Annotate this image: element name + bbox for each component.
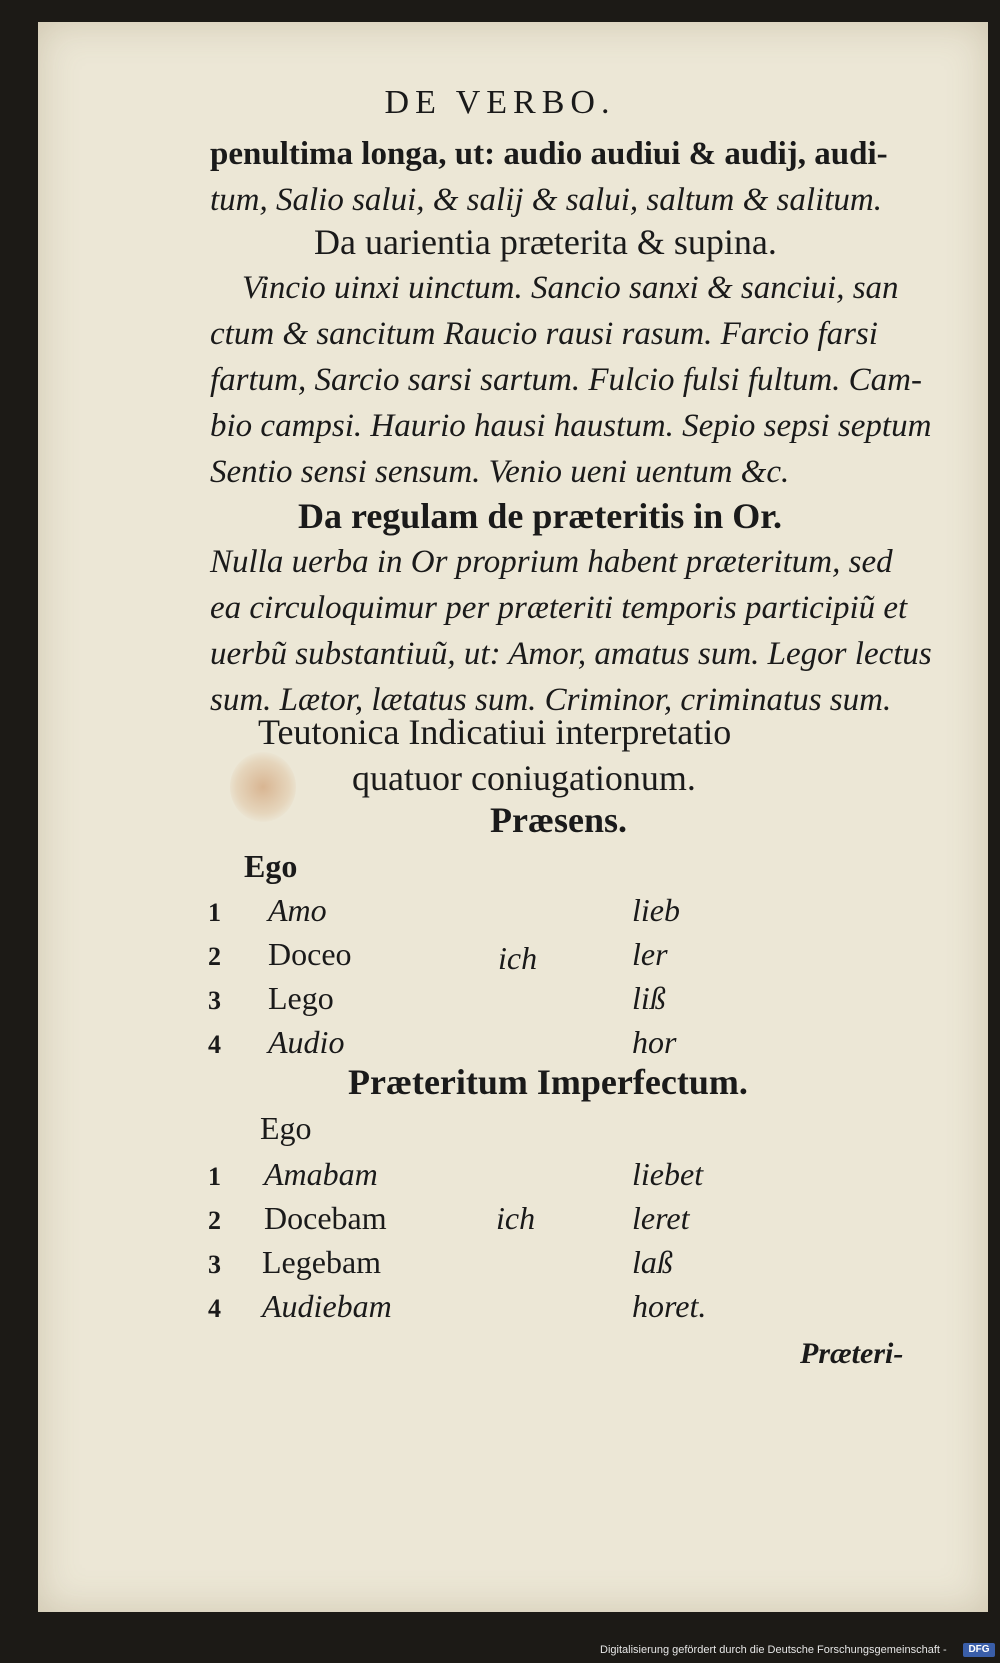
section-heading: Da regulam de præteritis in Or. (298, 496, 782, 536)
dfg-logo: DFG (963, 1643, 995, 1657)
text-line: fartum, Sarcio sarsi sartum. Fulcio fulsi fultum. Cam- (210, 362, 922, 398)
ego-label: Ego (244, 848, 298, 884)
text-line: penultima longa, ut: audio audiui & audij, audi- (210, 136, 888, 172)
text-line: uerbũ substantiuũ, ut: Amor, amatus sum. Legor lectus (210, 636, 932, 672)
latin-verb: Legebam (262, 1244, 382, 1280)
digitization-credit: Digitalisierung gefördert durch die Deutsche Forschungsgemeinschaft - (600, 1644, 947, 1656)
text-line: sum. Lætor, lætatus sum. Criminor, criminatus sum. (210, 682, 892, 718)
latin-verb: Amo (268, 892, 327, 928)
section-heading: Da uarientia præterita & supina. (314, 222, 777, 262)
text-line: ea circuloquimur per præteriti temporis participiũ et (210, 590, 908, 626)
ich-label: ich (498, 940, 538, 976)
text-line: bio campsi. Haurio hausi haustum. Sepio sepsi septum (210, 408, 932, 444)
row-number: 4 (208, 1294, 221, 1323)
latin-verb: Audio (268, 1024, 345, 1060)
german-verb: ler (632, 936, 668, 972)
latin-verb: Lego (268, 980, 334, 1016)
latin-verb: Amabam (264, 1156, 378, 1192)
section-heading: quatuor coniugationum. (352, 758, 696, 798)
row-number: 1 (208, 1162, 221, 1191)
german-verb: laß (632, 1244, 673, 1280)
row-number: 1 (208, 898, 221, 927)
catchword: Præteri- (800, 1337, 904, 1370)
section-heading: Teutonica Indicatiui interpretatio (258, 712, 732, 752)
section-heading: Præsens. (490, 800, 627, 840)
row-number: 3 (208, 986, 221, 1015)
text-line: Sentio sensi sensum. Venio ueni uentum &c. (210, 454, 790, 490)
text-line: Nulla uerba in Or proprium habent præteritum, sed (210, 544, 893, 580)
german-verb: horet. (632, 1288, 707, 1324)
text-line: Vincio uinxi uinctum. Sancio sanxi & sanciui, san (242, 270, 899, 306)
text-line: tum, Salio salui, & salij & salui, saltum & salitum. (210, 182, 882, 218)
section-heading: Præteritum Imperfectum. (348, 1062, 748, 1102)
latin-verb: Audiebam (262, 1288, 392, 1324)
text-line: ctum & sancitum Raucio rausi rasum. Farcio farsi (210, 316, 878, 352)
german-verb: lieb (632, 892, 680, 928)
german-verb: liebet (632, 1156, 704, 1192)
paper-stain (230, 752, 296, 822)
row-number: 2 (208, 1206, 221, 1235)
row-number: 3 (208, 1250, 221, 1279)
latin-verb: Doceo (268, 936, 352, 972)
german-verb: hor (632, 1024, 677, 1060)
running-head: DE VERBO. (384, 84, 616, 121)
ich-label: ich (496, 1200, 536, 1236)
latin-verb: Docebam (264, 1200, 387, 1236)
row-number: 2 (208, 942, 221, 971)
row-number: 4 (208, 1030, 221, 1059)
german-verb: leret (632, 1200, 690, 1236)
ego-label: Ego (260, 1110, 312, 1146)
german-verb: liß (632, 980, 666, 1016)
